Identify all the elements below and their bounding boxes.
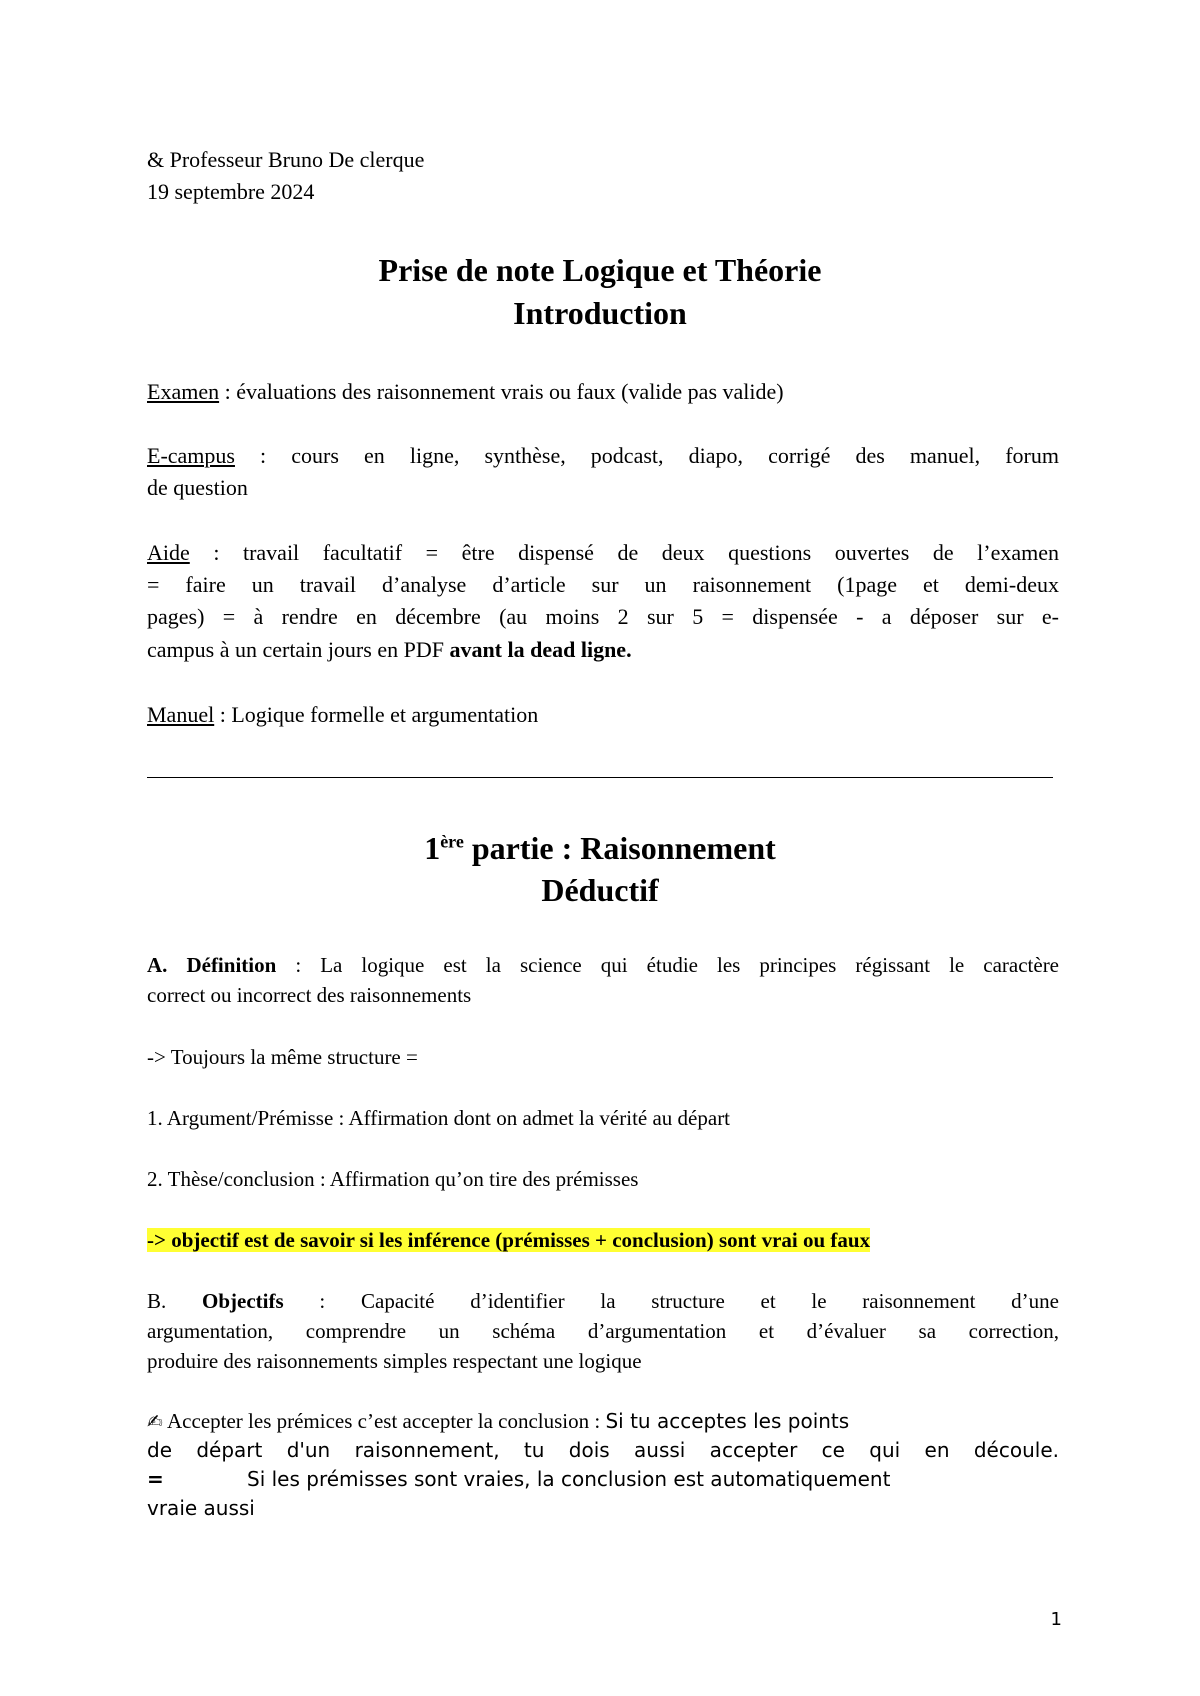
note-sans-text-4: vraie aussi <box>147 1496 255 1520</box>
aide-text-3: pages) = à rendre en décembre (au moins 2 sur 5 = dispensée - a déposer sur e- <box>147 604 1059 629</box>
aide-line-4 <box>147 634 1059 666</box>
ecampus-text-1: : cours en ligne, synthèse, podcast, diapo, corrigé des manuel, forum <box>234 443 1059 468</box>
objectifs-text-2: argumentation, comprendre un schéma d’argumentation et d’évaluer sa correction, <box>147 1319 1059 1343</box>
list-item-premisse <box>147 1102 1059 1134</box>
author-text: & Professeur Bruno De clerque <box>147 147 425 172</box>
structure-text: -> Toujours la même structure = <box>147 1045 418 1069</box>
page-title: Prise de note Logique et Théorie <box>378 252 822 288</box>
highlighted-objective: -> objectif est de savoir si les inférence (prémisses + conclusion) sont vrai ou faux <box>147 1228 871 1252</box>
objectifs-prefix: B. <box>147 1289 203 1313</box>
part1-title-num: 1 <box>424 830 441 866</box>
page-subtitle: Introduction <box>513 295 687 331</box>
date-text: 19 septembre 2024 <box>147 179 315 204</box>
aide-text-2: = faire un travail d’analyse d’article sur un raisonnement (1page et demi-deux <box>147 572 1059 597</box>
ecampus-paragraph <box>147 440 1059 472</box>
premisse-text: 1. Argument/Prémisse : Affirmation dont on admet la vérité au départ <box>147 1106 731 1130</box>
examen-label: Examen <box>147 379 220 404</box>
objectifs-paragraph <box>147 1285 1059 1317</box>
aide-text-4: campus à un certain jours en PDF <box>147 637 450 662</box>
writing-hand-icon: ✍ <box>147 1411 163 1433</box>
part1-title-sup: ère <box>440 831 464 852</box>
note-sans-text-2: de départ d'un raisonnement, tu dois aussi accepter ce qui en découle. <box>147 1438 1059 1462</box>
ecampus-text-2: de question <box>147 475 248 500</box>
aide-text-1: : travail facultatif = être dispensé de deux questions ouvertes de l’examen <box>189 540 1059 565</box>
objectifs-line-3 <box>147 1345 1059 1377</box>
definition-label: A. Définition <box>147 953 277 977</box>
definition-text-1: : La logique est la science qui étudie les principes régissant le caractère <box>276 953 1060 977</box>
objectifs-text-3: produire des raisonnements simples respectant une logique <box>147 1349 642 1373</box>
aide-paragraph <box>147 537 1059 569</box>
definition-paragraph <box>147 949 1059 981</box>
objectifs-line-2 <box>147 1315 1059 1347</box>
note-line-4 <box>147 1492 1059 1524</box>
horizontal-divider <box>147 777 1053 778</box>
manuel-paragraph <box>147 699 1059 731</box>
aide-line-2 <box>147 569 1059 601</box>
note-line-2 <box>147 1434 1059 1466</box>
note-serif-text: Accepter les prémices c’est accepter la conclusion : <box>162 1409 606 1433</box>
note-line-3 <box>147 1463 1059 1495</box>
objectifs-label: Objectifs <box>202 1289 284 1313</box>
examen-text: : évaluations des raisonnement vrais ou faux (valide pas valide) <box>219 379 784 404</box>
manuel-label: Manuel <box>147 702 215 727</box>
examen-paragraph <box>147 376 1059 408</box>
definition-text-2: correct ou incorrect des raisonnements <box>147 983 472 1007</box>
part1-title <box>0 826 1200 870</box>
highlight-line <box>147 1224 1059 1256</box>
objectifs-text-1: : Capacité d’identifier la structure et le raisonnement d’une <box>283 1289 1059 1313</box>
author-line <box>147 144 1059 176</box>
note-sans-text-1: Si tu acceptes les points <box>605 1409 850 1433</box>
note-equals: = <box>147 1467 164 1491</box>
aide-text-4-bold: avant la dead ligne. <box>449 637 632 662</box>
these-text: 2. Thèse/conclusion : Affirmation qu’on tire des prémisses <box>147 1167 639 1191</box>
aide-label: Aide <box>147 540 190 565</box>
note-sans-text-3: Si les prémisses sont vraies, la conclusion est automatiquement <box>247 1467 891 1491</box>
part1-title-rest: partie : Raisonnement <box>463 830 776 866</box>
page-number: 1 <box>1050 1609 1062 1630</box>
part1-subtitle: Déductif <box>541 872 659 908</box>
ecampus-label: E-campus <box>147 443 235 468</box>
definition-line-2 <box>147 979 1059 1011</box>
aide-line-3 <box>147 601 1059 633</box>
structure-line <box>147 1041 1059 1073</box>
ecampus-paragraph-cont <box>147 472 1059 504</box>
date-line <box>147 176 1059 208</box>
list-item-these <box>147 1163 1059 1195</box>
manuel-text: : Logique formelle et argumentation <box>214 702 539 727</box>
